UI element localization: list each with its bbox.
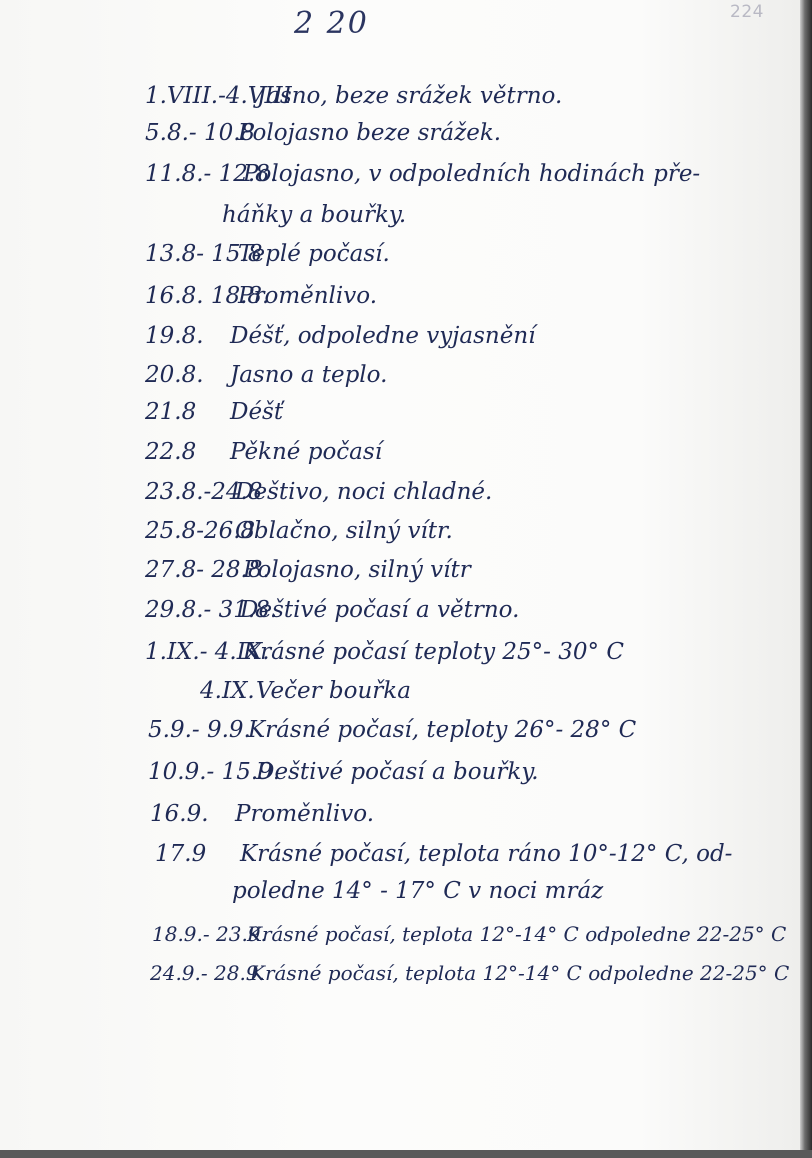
entry-text: Večer bouřka bbox=[256, 678, 411, 704]
entry-text: Krásné počasí, teplota 12°-14° C odpoledne 22-25° C bbox=[250, 961, 790, 985]
entry-continuation: háňky a bouřky. bbox=[222, 202, 407, 228]
entry-date: 5.9.- 9.9. bbox=[148, 717, 251, 743]
entry-date: 20.8. bbox=[145, 362, 204, 388]
entry-text: Polojasno, v odpoledních hodinách pře- bbox=[243, 161, 701, 187]
log-entry bbox=[145, 282, 377, 310]
entry-date: 4.IX. bbox=[200, 678, 255, 704]
log-entry bbox=[145, 638, 624, 666]
entry-text: Déšť bbox=[230, 399, 284, 425]
log-entry bbox=[145, 82, 562, 110]
entry-text: Deštivé počasí a bouřky. bbox=[256, 759, 539, 785]
log-entry bbox=[150, 959, 789, 987]
log-entry bbox=[145, 517, 453, 545]
entry-date: 17.9 bbox=[155, 841, 207, 867]
log-entry bbox=[145, 160, 700, 188]
entry-date: 5.8.- 10.8 bbox=[145, 120, 256, 146]
log-entry bbox=[148, 758, 539, 786]
entry-date: 10.9.- 15.9. bbox=[148, 759, 281, 785]
page-edge-shadow bbox=[800, 0, 812, 1158]
log-entry bbox=[145, 240, 390, 268]
page-bottom-shadow bbox=[0, 1150, 812, 1158]
log-entry bbox=[145, 478, 492, 506]
entry-date: 1.IX.- 4.IX. bbox=[145, 639, 270, 665]
entry-text: Proměnlivo. bbox=[238, 283, 378, 309]
entry-text: Krásné počasí, teplota ráno 10°-12° C, od- bbox=[240, 841, 733, 867]
entry-text: Teplé počasí. bbox=[238, 241, 390, 267]
entry-date: 18.9.- 23.9. bbox=[152, 922, 267, 946]
entry-date: 1.VIII.-4.VIII bbox=[145, 83, 292, 109]
entry-text: Oblačno, silný vítr. bbox=[235, 518, 453, 544]
page-number: 2 20 bbox=[294, 6, 369, 41]
entry-date: 13.8- 15.8 bbox=[145, 241, 263, 267]
log-entry bbox=[200, 677, 411, 705]
entry-text: Polojasno, silný vítr bbox=[243, 557, 471, 583]
log-entry bbox=[145, 398, 283, 426]
entry-text: Jasno a teplo. bbox=[230, 362, 388, 388]
entry-date: 11.8.- 12.8. bbox=[145, 161, 278, 187]
log-entry bbox=[145, 556, 471, 584]
log-entry bbox=[152, 920, 786, 948]
entry-text: Deštivo, noci chladné. bbox=[235, 479, 493, 505]
log-entry bbox=[148, 716, 636, 744]
entry-date: 22.8 bbox=[145, 439, 197, 465]
entry-date: 19.8. bbox=[145, 323, 204, 349]
entry-text: Proměnlivo. bbox=[235, 801, 375, 827]
log-entry bbox=[145, 361, 387, 389]
entry-text: Krásné počasí, teplota 12°-14° C odpoledne 22-25° C bbox=[247, 922, 787, 946]
entry-text: Krásné počasí, teploty 26°- 28° C bbox=[248, 717, 637, 743]
entry-text: Krásné počasí teploty 25°- 30° C bbox=[243, 639, 624, 665]
entry-text: Déšť, odpoledne vyjasnění bbox=[230, 323, 536, 349]
entry-date: 25.8-26.8 bbox=[145, 518, 256, 544]
entry-text: Jasno, beze srážek větrno. bbox=[257, 83, 563, 109]
entry-continuation: poledne 14° - 17° C v noci mráz bbox=[232, 878, 604, 904]
entry-text: Deštivé počasí a větrno. bbox=[240, 597, 520, 623]
entry-date: 21.8 bbox=[145, 399, 197, 425]
entry-date: 23.8.-24.8 bbox=[145, 479, 263, 505]
log-entry bbox=[145, 438, 382, 466]
log-entry bbox=[145, 596, 519, 624]
log-entry bbox=[145, 322, 536, 350]
log-entry bbox=[145, 119, 501, 147]
entry-date: 27.8- 28.8. bbox=[145, 557, 270, 583]
archive-stamp-number: 224 bbox=[730, 2, 764, 22]
entry-date: 24.9.- 28.9. bbox=[150, 961, 265, 985]
entry-date: 16.9. bbox=[150, 801, 209, 827]
entry-text: Pěkné počasí bbox=[230, 439, 383, 465]
entry-text: Polojasno beze srážek. bbox=[238, 120, 502, 146]
log-entry bbox=[155, 840, 732, 868]
entry-date: 29.8.- 31.8. bbox=[145, 597, 278, 623]
entry-date: 16.8. 18.8. bbox=[145, 283, 270, 309]
log-entry bbox=[150, 800, 374, 828]
